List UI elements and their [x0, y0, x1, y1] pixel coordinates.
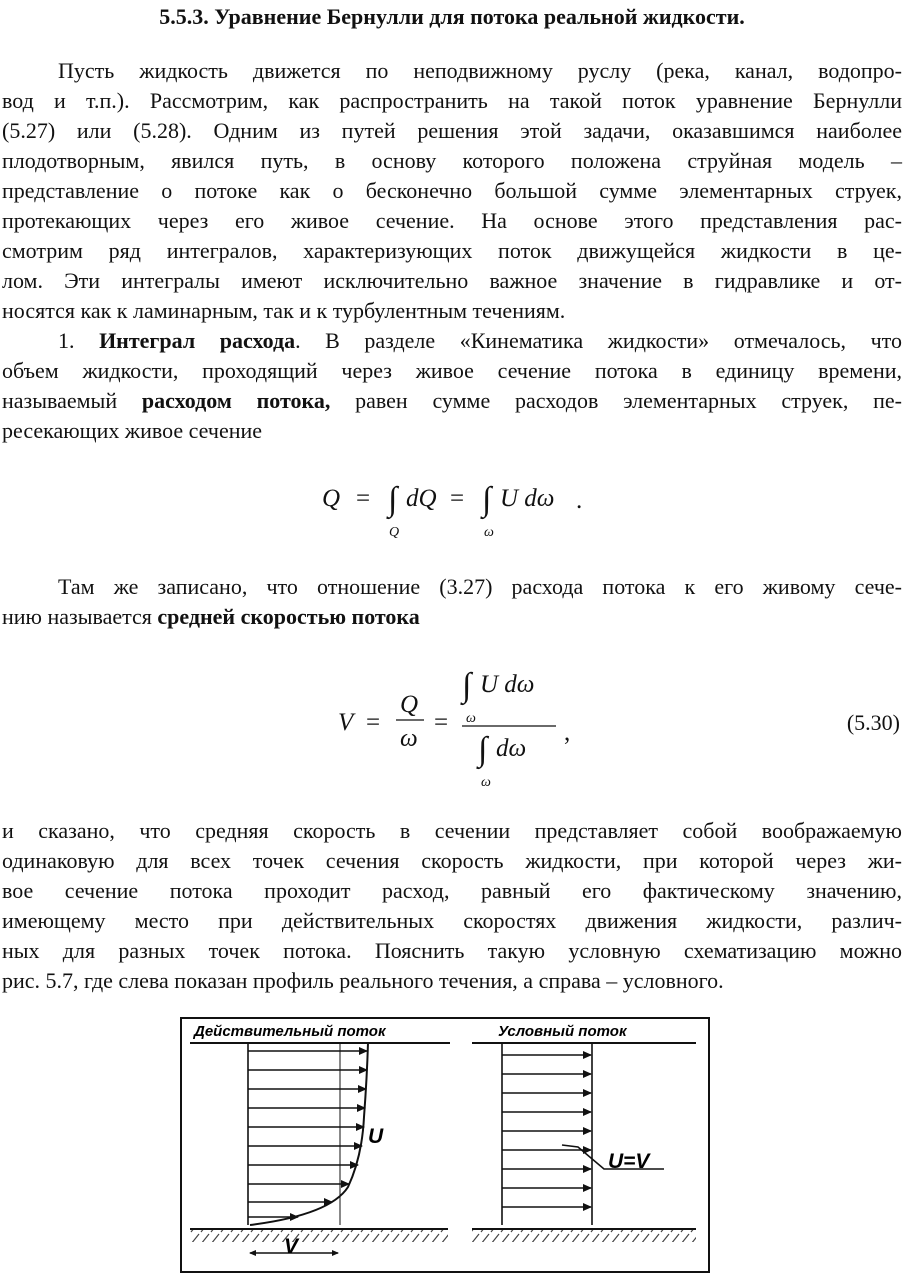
integral-subscript: ω	[484, 525, 494, 540]
text-line	[2, 326, 902, 356]
term-flow-integral: Интеграл расхода	[99, 328, 296, 353]
label-u: U	[368, 1125, 384, 1148]
text-line: ресекающих живое сечение	[2, 418, 263, 443]
list-number: 1.	[58, 328, 100, 353]
text-line: рис. 5.7, где слева показан профиль реального течения, а справа – условного.	[2, 968, 724, 993]
formula-equals: =	[366, 709, 381, 736]
text-line: вод и т.п.). Рассмотрим, как распространить на такой поток уравнение Бернулли	[2, 88, 902, 113]
text-line: имеющему место при действительных скоростях движения жидкости, различ-	[2, 908, 902, 933]
formula-comma: ,	[564, 719, 571, 746]
integral-sign: ∫	[478, 731, 488, 768]
formula-mean-velocity	[320, 660, 600, 792]
formula-flow-rate	[300, 466, 620, 546]
integral-sign: ∫	[462, 667, 472, 704]
text-line: Пусть жидкость движется по неподвижному руслу (река, канал, водопро-	[58, 58, 902, 83]
text-line: ных для разных точек потока. Пояснить такую условную схематизацию можно	[2, 938, 902, 963]
text-line: протекающих через его живое сечение. На основе этого представления рас-	[2, 208, 902, 233]
section-heading: 5.5.3. Уравнение Бернулли для потока реальной жидкости.	[159, 4, 745, 29]
text-line: и сказано, что средняя скорость в сечении представляет собой воображаемую	[2, 818, 902, 843]
term-flow-rate: расходом потока,	[141, 388, 331, 413]
right-panel-title: Условный поток	[498, 1023, 627, 1040]
paragraph-mean-velocity	[2, 572, 902, 632]
formula-equals: =	[434, 709, 449, 736]
integral-subscript: ω	[466, 711, 476, 726]
text-line: носятся как к ламинарным, так и к турбулентным течениям.	[2, 298, 566, 323]
hatched-wall	[190, 1230, 448, 1242]
text-line: одинаковую для всех точек сечения скорость жидкости, при которой через жи-	[2, 848, 902, 873]
equation-number: (5.30)	[846, 710, 900, 735]
fraction-denominator: ω	[400, 725, 418, 752]
integral-subscript: Q	[389, 525, 400, 540]
integral-body: dω	[496, 735, 527, 762]
formula-equals: =	[450, 485, 465, 512]
integral-body: dQ	[406, 485, 437, 512]
text-line: (5.27) или (5.28). Одним из путей решения этой задачи, оказавшимся наиболее	[2, 118, 902, 143]
text-line: представление о потоке как о бесконечно большой сумме элементарных струек,	[2, 178, 902, 203]
text-line: Там же записано, что отношение (3.27) расхода потока к его живому сече-	[58, 574, 902, 599]
text-fragment: нию называется	[2, 604, 158, 629]
term-mean-velocity: средней скоростью потока	[157, 604, 420, 629]
integral-body: U dω	[500, 485, 555, 512]
left-panel-title: Действительный поток	[194, 1023, 386, 1040]
text-fragment: называемый	[2, 388, 142, 413]
label-v: V	[284, 1235, 299, 1258]
formula-lhs: Q	[322, 485, 341, 512]
text-line: смотрим ряд интегралов, характеризующих поток движущейся жидкости в це-	[2, 238, 902, 263]
formula-equals: =	[356, 485, 371, 512]
text-line	[2, 386, 902, 416]
text-fragment: . В разделе «Кинематика жидкости» отмечалось, что	[295, 328, 902, 353]
paragraph-explanation	[2, 816, 902, 996]
paragraph-intro	[2, 56, 902, 326]
hatched-wall	[472, 1230, 696, 1242]
text-line	[2, 602, 902, 632]
velocity-profile-figure	[180, 1017, 710, 1273]
integral-sign: ∫	[388, 481, 398, 518]
text-line: лом. Эти интегралы имеют исключительно важное значение в гидравлике и от-	[2, 268, 902, 293]
text-line: вое сечение потока проходит расход, равный его фактическому значению,	[2, 878, 902, 903]
text-fragment: равен сумме расходов элементарных струек, пе-	[330, 388, 902, 413]
paragraph-flow-integral	[2, 326, 902, 446]
formula-period: .	[576, 487, 583, 514]
fraction-numerator: Q	[400, 691, 419, 718]
formula-lhs: V	[338, 709, 354, 736]
label-u-equals-v: U=V	[608, 1150, 650, 1173]
integral-body: U dω	[480, 671, 535, 698]
text-line: объем жидкости, проходящий через живое сечение потока в единицу времени,	[2, 358, 902, 383]
text-line: плодотворным, явился путь, в основу которого положена струйная модель –	[2, 148, 902, 173]
integral-sign: ∫	[482, 481, 492, 518]
integral-subscript: ω	[481, 775, 491, 790]
